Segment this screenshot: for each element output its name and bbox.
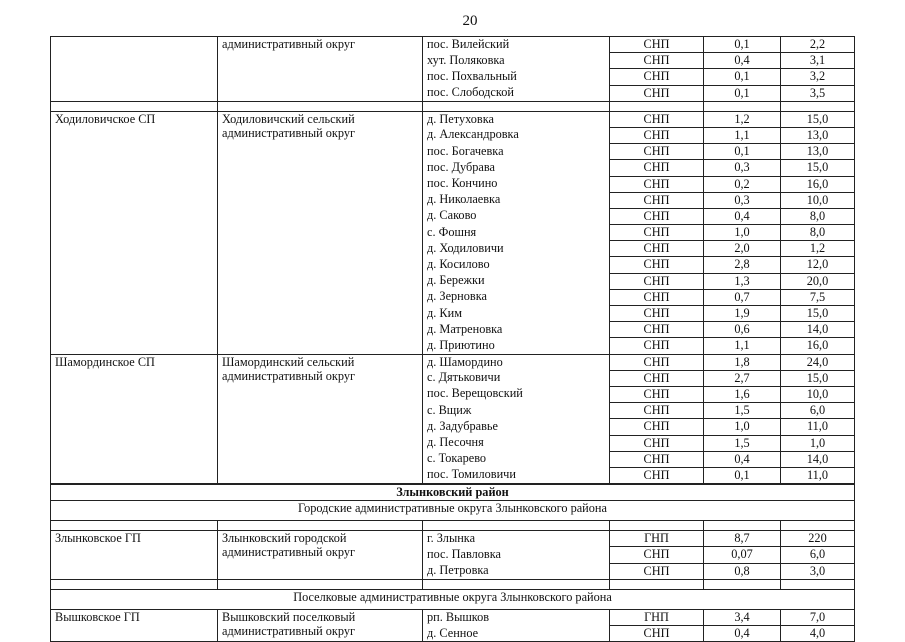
empty-cell	[704, 579, 781, 589]
type-cell: СНП	[610, 208, 704, 224]
table-row	[51, 609, 855, 625]
distance-cell: 16,0	[781, 176, 855, 192]
settlement-cell: д. Саково	[423, 208, 610, 224]
distance-cell: 1,2	[704, 111, 781, 127]
settlement-cell: д. Матреновка	[423, 322, 610, 338]
settlement-cell: г. Злынка	[423, 531, 610, 547]
settlement-cell: д. Сенное	[423, 626, 610, 642]
type-cell: СНП	[610, 435, 704, 451]
section-heading-row	[51, 589, 855, 609]
distance-cell: 0,1	[704, 69, 781, 85]
empty-cell	[423, 101, 610, 111]
distance-cell: 1,2	[781, 241, 855, 257]
type-cell: СНП	[610, 547, 704, 563]
page-number: 20	[462, 13, 478, 29]
distance-cell: 1,0	[781, 435, 855, 451]
distance-cell: 1,8	[704, 354, 781, 370]
section-heading-row	[51, 501, 855, 521]
settlement-cell: д. Зерновка	[423, 289, 610, 305]
empty-cell	[610, 579, 704, 589]
type-cell: СНП	[610, 563, 704, 579]
distance-cell: 0,4	[704, 626, 781, 642]
settlement-cell: с. Токарево	[423, 451, 610, 467]
empty-cell	[218, 579, 423, 589]
municipality-cell: Вышковское ГП	[51, 609, 218, 641]
type-cell: СНП	[610, 127, 704, 143]
distance-cell: 1,1	[704, 338, 781, 354]
settlement-cell: пос. Павловка	[423, 547, 610, 563]
distance-cell: 0,4	[704, 451, 781, 467]
table-row	[51, 111, 855, 127]
empty-cell	[781, 579, 855, 589]
type-cell: СНП	[610, 176, 704, 192]
municipality-cell: Ходиловичское СП	[51, 111, 218, 354]
settlement-cell: д. Петуховка	[423, 111, 610, 127]
district-cell: Вышковский поселковый административный округ	[218, 609, 423, 641]
settlement-cell: с. Дятьковичи	[423, 370, 610, 386]
distance-cell: 0,1	[704, 467, 781, 484]
distance-cell: 0,4	[704, 208, 781, 224]
settlements-table	[50, 36, 855, 642]
distance-cell: 7,5	[781, 289, 855, 305]
municipality-cell: Шамординское СП	[51, 354, 218, 484]
settlement-cell: пос. Вилейский	[423, 37, 610, 53]
settlement-cell: пос. Дубрава	[423, 160, 610, 176]
settlement-cell: с. Вщиж	[423, 403, 610, 419]
distance-cell: 0,4	[704, 53, 781, 69]
distance-cell: 6,0	[781, 403, 855, 419]
distance-cell: 3,1	[781, 53, 855, 69]
distance-cell: 1,9	[704, 306, 781, 322]
distance-cell: 4,0	[781, 626, 855, 642]
table-row	[51, 37, 855, 53]
empty-cell	[51, 521, 218, 531]
distance-cell: 13,0	[781, 144, 855, 160]
type-cell: СНП	[610, 144, 704, 160]
distance-cell: 15,0	[781, 111, 855, 127]
type-cell: СНП	[610, 354, 704, 370]
table-row	[51, 531, 855, 547]
distance-cell: 0,2	[704, 176, 781, 192]
distance-cell: 0,3	[704, 160, 781, 176]
settlement-cell: д. Ким	[423, 306, 610, 322]
distance-cell: 16,0	[781, 338, 855, 354]
distance-cell: 3,0	[781, 563, 855, 579]
settlement-cell: рп. Вышков	[423, 609, 610, 625]
type-cell: СНП	[610, 306, 704, 322]
distance-cell: 0,3	[704, 192, 781, 208]
distance-cell: 0,07	[704, 547, 781, 563]
spacer-row	[51, 579, 855, 589]
distance-cell: 2,0	[704, 241, 781, 257]
empty-cell	[218, 101, 423, 111]
type-cell: СНП	[610, 241, 704, 257]
distance-cell: 2,2	[781, 37, 855, 53]
distance-cell: 15,0	[781, 370, 855, 386]
distance-cell: 8,0	[781, 208, 855, 224]
type-cell: СНП	[610, 403, 704, 419]
spacer-row	[51, 521, 855, 531]
distance-cell: 0,1	[704, 37, 781, 53]
table-row	[51, 354, 855, 370]
settlement-cell: д. Петровка	[423, 563, 610, 579]
settlement-cell: д. Николаевка	[423, 192, 610, 208]
distance-cell: 0,7	[704, 289, 781, 305]
type-cell: СНП	[610, 37, 704, 53]
settlement-cell: д. Шамордино	[423, 354, 610, 370]
type-cell: СНП	[610, 467, 704, 484]
type-cell: СНП	[610, 69, 704, 85]
distance-cell: 14,0	[781, 451, 855, 467]
municipality-cell: Злынковское ГП	[51, 531, 218, 580]
empty-cell	[423, 579, 610, 589]
settlement-cell: пос. Слободской	[423, 85, 610, 101]
section-heading: Городские административные округа Злынковского района	[51, 501, 855, 521]
distance-cell: 2,8	[704, 257, 781, 273]
distance-cell: 20,0	[781, 273, 855, 289]
empty-cell	[610, 521, 704, 531]
district-heading-row	[51, 484, 855, 501]
distance-cell: 15,0	[781, 306, 855, 322]
type-cell: ГНП	[610, 609, 704, 625]
distance-cell: 8,0	[781, 225, 855, 241]
settlement-cell: д. Задубравье	[423, 419, 610, 435]
distance-cell: 3,2	[781, 69, 855, 85]
empty-cell	[51, 101, 218, 111]
type-cell: СНП	[610, 338, 704, 354]
distance-cell: 24,0	[781, 354, 855, 370]
settlement-cell: пос. Верещовский	[423, 386, 610, 402]
empty-cell	[781, 101, 855, 111]
type-cell: СНП	[610, 386, 704, 402]
distance-cell: 10,0	[781, 192, 855, 208]
empty-cell	[704, 101, 781, 111]
type-cell: СНП	[610, 192, 704, 208]
distance-cell: 14,0	[781, 322, 855, 338]
type-cell: СНП	[610, 160, 704, 176]
settlement-cell: хут. Поляковка	[423, 53, 610, 69]
district-cell: Ходиловичский сельский административный округ	[218, 111, 423, 354]
distance-cell: 2,7	[704, 370, 781, 386]
distance-cell: 11,0	[781, 419, 855, 435]
spacer-row	[51, 101, 855, 111]
settlement-cell: д. Приютино	[423, 338, 610, 354]
settlement-cell: пос. Похвальный	[423, 69, 610, 85]
distance-cell: 15,0	[781, 160, 855, 176]
settlement-cell: д. Александровка	[423, 127, 610, 143]
municipality-cell	[51, 37, 218, 102]
distance-cell: 13,0	[781, 127, 855, 143]
settlement-cell: д. Песочня	[423, 435, 610, 451]
settlement-cell: пос. Кончино	[423, 176, 610, 192]
type-cell: СНП	[610, 626, 704, 642]
type-cell: СНП	[610, 53, 704, 69]
distance-cell: 1,5	[704, 403, 781, 419]
type-cell: СНП	[610, 289, 704, 305]
distance-cell: 8,7	[704, 531, 781, 547]
type-cell: СНП	[610, 370, 704, 386]
distance-cell: 3,4	[704, 609, 781, 625]
district-cell: административный округ	[218, 37, 423, 102]
type-cell: СНП	[610, 451, 704, 467]
distance-cell: 7,0	[781, 609, 855, 625]
empty-cell	[781, 521, 855, 531]
distance-cell: 10,0	[781, 386, 855, 402]
distance-cell: 0,1	[704, 85, 781, 101]
type-cell: СНП	[610, 111, 704, 127]
empty-cell	[218, 521, 423, 531]
district-cell: Шамординский сельский административный округ	[218, 354, 423, 484]
type-cell: СНП	[610, 419, 704, 435]
district-cell: Злынковский городской административный округ	[218, 531, 423, 580]
district-heading: Злынковский район	[51, 484, 855, 501]
empty-cell	[51, 579, 218, 589]
empty-cell	[610, 101, 704, 111]
distance-cell: 1,0	[704, 225, 781, 241]
distance-cell: 3,5	[781, 85, 855, 101]
settlement-cell: д. Косилово	[423, 257, 610, 273]
type-cell: ГНП	[610, 531, 704, 547]
type-cell: СНП	[610, 322, 704, 338]
type-cell: СНП	[610, 257, 704, 273]
type-cell: СНП	[610, 225, 704, 241]
distance-cell: 0,1	[704, 144, 781, 160]
settlement-cell: с. Фошня	[423, 225, 610, 241]
distance-cell: 1,1	[704, 127, 781, 143]
distance-cell: 1,0	[704, 419, 781, 435]
distance-cell: 12,0	[781, 257, 855, 273]
settlement-cell: д. Бережки	[423, 273, 610, 289]
distance-cell: 0,6	[704, 322, 781, 338]
distance-cell: 6,0	[781, 547, 855, 563]
distance-cell: 0,8	[704, 563, 781, 579]
distance-cell: 11,0	[781, 467, 855, 484]
distance-cell: 220	[781, 531, 855, 547]
empty-cell	[423, 521, 610, 531]
type-cell: СНП	[610, 85, 704, 101]
settlement-cell: пос. Томиловичи	[423, 467, 610, 484]
distance-cell: 1,3	[704, 273, 781, 289]
distance-cell: 1,5	[704, 435, 781, 451]
type-cell: СНП	[610, 273, 704, 289]
settlement-cell: д. Ходиловичи	[423, 241, 610, 257]
empty-cell	[704, 521, 781, 531]
section-heading: Поселковые административные округа Злынковского района	[51, 589, 855, 609]
settlement-cell: пос. Богачевка	[423, 144, 610, 160]
distance-cell: 1,6	[704, 386, 781, 402]
